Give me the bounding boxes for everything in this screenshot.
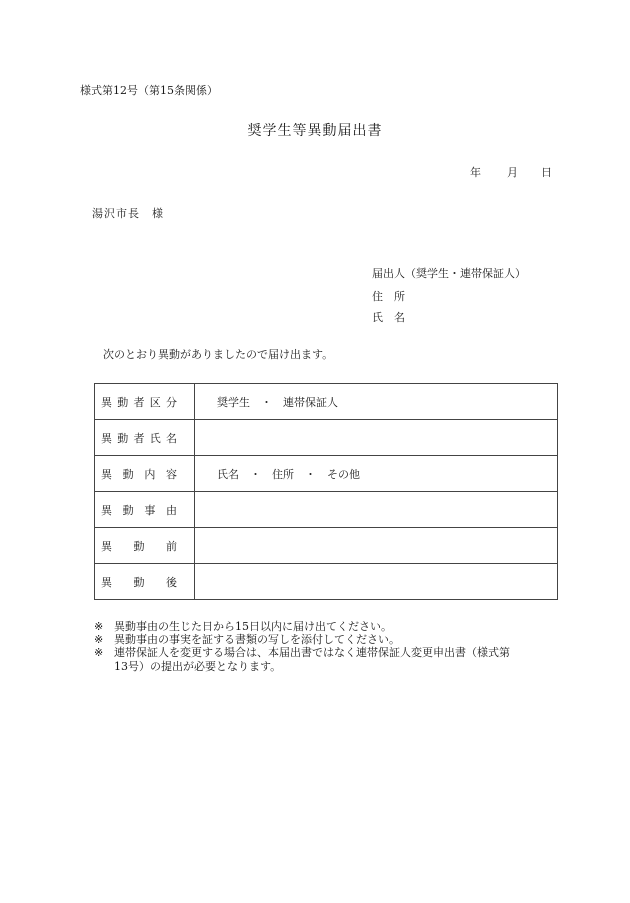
label-char: 動 bbox=[117, 431, 129, 445]
applicant-name-label: 氏 名 bbox=[372, 311, 405, 324]
note-text: 異動事由の事実を証する書類の写しを添付してください。 bbox=[114, 633, 400, 646]
table-row bbox=[95, 384, 558, 420]
applicant-address-label: 住 所 bbox=[372, 290, 405, 303]
label-char: 動 bbox=[122, 503, 134, 517]
row-value-before-change[interactable] bbox=[195, 528, 558, 564]
label-char: 容 bbox=[165, 467, 177, 481]
note-mark: ※ bbox=[94, 620, 104, 633]
label-char: 異 bbox=[101, 503, 112, 517]
label-char: 内 bbox=[144, 467, 156, 481]
intro-text: 次のとおり異動がありましたので届け出ます。 bbox=[103, 348, 334, 361]
date-year-label: 年 bbox=[470, 166, 481, 179]
label-char: 者 bbox=[133, 395, 145, 409]
note-text: 連帯保証人を変更する場合は、本届出書ではなく連帯保証人変更申出書（様式第13号）の提出が必要となります。 bbox=[114, 646, 510, 673]
note-item bbox=[94, 620, 534, 634]
note-text: 異動事由の生じた日から15日以内に届け出てください。 bbox=[114, 620, 392, 633]
date-month-label: 月 bbox=[507, 166, 518, 179]
table-row bbox=[95, 492, 558, 528]
row-label-after-change bbox=[95, 564, 195, 600]
table-row bbox=[95, 456, 558, 492]
label-char: 異 bbox=[101, 575, 112, 589]
note-item bbox=[94, 633, 534, 647]
label-char: 区 bbox=[149, 395, 161, 409]
label-char: 異 bbox=[101, 539, 112, 553]
row-label-change-content bbox=[95, 456, 195, 492]
table-row bbox=[95, 564, 558, 600]
form-number: 様式第12号（第15条関係） bbox=[80, 84, 218, 97]
label-char: 由 bbox=[165, 503, 177, 517]
row-label-changer-category bbox=[95, 384, 195, 420]
change-table bbox=[94, 383, 558, 600]
table-row bbox=[95, 420, 558, 456]
row-label-before-change bbox=[95, 528, 195, 564]
label-char: 動 bbox=[122, 467, 134, 481]
label-char: 名 bbox=[166, 431, 177, 445]
applicant-title: 届出人（奨学生・連帯保証人） bbox=[372, 267, 526, 280]
addressee: 湯沢市長 様 bbox=[92, 207, 164, 220]
row-value-changer-category[interactable]: 奨学生 ・ 連帯保証人 bbox=[195, 384, 558, 420]
row-value-change-content[interactable]: 氏名 ・ 住所 ・ その他 bbox=[195, 456, 558, 492]
row-label-change-reason bbox=[95, 492, 195, 528]
row-value-change-reason[interactable] bbox=[195, 492, 558, 528]
label-char: 異 bbox=[101, 467, 112, 481]
label-char: 後 bbox=[166, 575, 177, 589]
row-value-changer-name[interactable] bbox=[195, 420, 558, 456]
row-label-changer-name bbox=[95, 420, 195, 456]
label-char: 前 bbox=[166, 539, 177, 553]
note-item bbox=[94, 646, 514, 674]
note-mark: ※ bbox=[94, 646, 104, 659]
table-row bbox=[95, 528, 558, 564]
label-char: 者 bbox=[133, 431, 145, 445]
label-char: 氏 bbox=[149, 431, 161, 445]
label-char: 事 bbox=[144, 503, 156, 517]
label-char: 異 bbox=[101, 395, 112, 409]
label-char: 動 bbox=[133, 539, 145, 553]
note-mark: ※ bbox=[94, 633, 104, 646]
label-char: 動 bbox=[117, 395, 129, 409]
document-title: 奨学生等異動届出書 bbox=[247, 123, 383, 139]
label-char: 異 bbox=[101, 431, 112, 445]
row-value-after-change[interactable] bbox=[195, 564, 558, 600]
label-char: 分 bbox=[166, 395, 177, 409]
label-char: 動 bbox=[133, 575, 145, 589]
date-day-label: 日 bbox=[541, 166, 552, 179]
